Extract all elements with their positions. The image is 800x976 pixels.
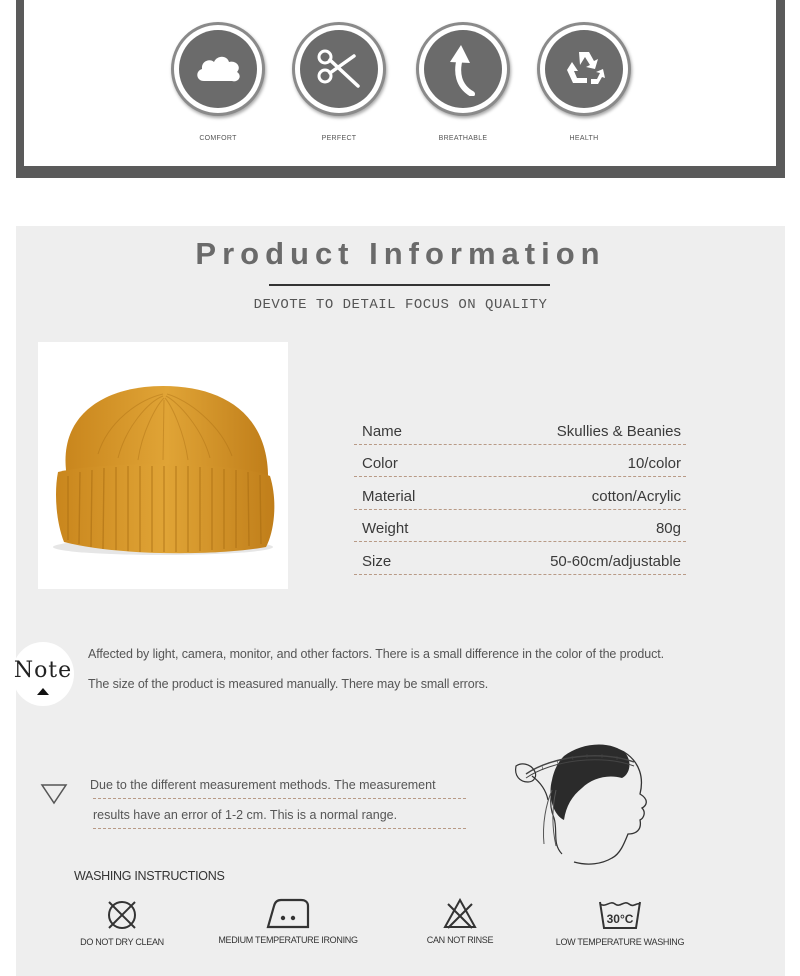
section-subtitle: DEVOTE TO DETAIL FOCUS ON QUALITY <box>253 297 548 313</box>
scissors-icon <box>314 46 364 92</box>
feature-label: HEALTH <box>569 135 599 142</box>
feature-label: COMFORT <box>199 135 237 142</box>
triangle-up-icon <box>37 688 49 695</box>
note-text: The size of the product is measured manually. There may be small errors. <box>88 677 489 691</box>
measurement-line: Due to the different measurement methods. The measurement <box>90 778 436 792</box>
spec-key: Weight <box>362 520 409 537</box>
cloud-icon <box>192 51 244 87</box>
head-measurement-illustration <box>512 734 660 874</box>
triangle-down-icon <box>40 783 68 805</box>
wash-label: CAN NOT RINSE <box>426 935 494 945</box>
feature-comfort <box>168 22 268 142</box>
spec-table <box>354 412 686 575</box>
feature-breathable <box>413 22 513 142</box>
spec-key: Name <box>362 422 403 440</box>
spec-row <box>354 477 686 510</box>
curved-arrow-up-icon <box>440 42 486 96</box>
washing-title: WASHING INSTRUCTIONS <box>74 869 225 883</box>
measurement-line: results have an error of 1-2 cm. This is a normal range. <box>93 798 466 829</box>
no-dry-clean-icon <box>105 898 139 932</box>
note-text: Affected by light, camera, monitor, and other factors. There is a small difference in the color of the product. <box>88 647 665 661</box>
feature-label: BREATHABLE <box>438 135 488 142</box>
spec-key: Material <box>362 487 416 505</box>
title-divider <box>269 284 550 286</box>
feature-health <box>534 22 634 142</box>
spec-value: 10/color <box>627 455 681 472</box>
iron-medium-icon <box>265 898 311 930</box>
features-panel <box>16 0 785 178</box>
wash-temp: 30°C <box>606 912 634 926</box>
wash-item-no-dry-clean <box>70 898 174 947</box>
spec-value: 50-60cm/adjustable <box>550 552 681 570</box>
wash-label: LOW TEMPERATURE WASHING <box>555 937 685 947</box>
note-badge <box>12 642 74 706</box>
spec-row <box>354 412 686 445</box>
wash-item-medium-ironing <box>206 898 370 945</box>
beanie-image <box>38 342 288 589</box>
spec-value: cotton/Acrylic <box>591 487 681 505</box>
spec-row <box>354 542 686 575</box>
wash-label: DO NOT DRY CLEAN <box>80 937 164 947</box>
product-info-panel <box>13 226 785 976</box>
wash-item-low-temp-washing <box>546 898 694 947</box>
spec-key: Size <box>362 552 392 570</box>
section-title: Product Information <box>195 236 606 271</box>
spec-key: Color <box>362 455 398 472</box>
feature-perfect <box>289 22 389 142</box>
feature-label: PERFECT <box>321 135 357 142</box>
spec-row <box>354 445 686 478</box>
measurement-note <box>90 769 466 829</box>
spec-row <box>354 510 686 543</box>
wash-label: MEDIUM TEMPERATURE IRONING <box>218 935 358 945</box>
wash-item-can-not-rinse <box>418 898 502 945</box>
features-panel-inner <box>24 0 776 166</box>
wash-30-icon <box>598 898 642 932</box>
spec-value: 80g <box>655 520 681 537</box>
recycle-icon <box>561 48 607 90</box>
spec-value: Skullies & Beanies <box>556 422 681 440</box>
note-label: Note <box>13 658 73 683</box>
product-photo <box>38 342 288 589</box>
no-bleach-icon <box>443 898 477 930</box>
